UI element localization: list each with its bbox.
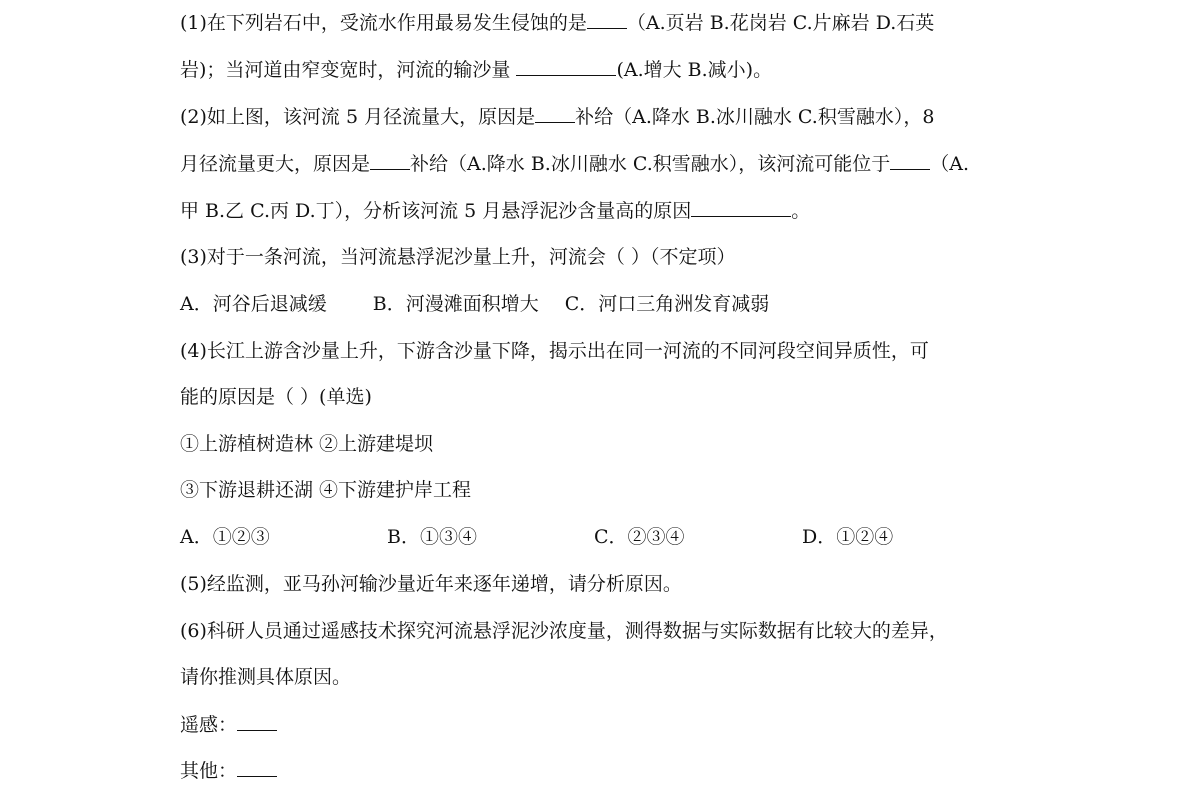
q4-item1-text: ①上游植树造林 ②上游建堤坝: [180, 433, 434, 455]
q2-line1-text-a: (2)如上图，该河流 5 月径流量大，原因是: [180, 106, 536, 128]
q4-stem1-text: (4)长江上游含沙量上升，下游含沙量下降，揭示出在同一河流的不同河段空间异质性，可: [180, 340, 929, 362]
answer-blank[interactable]: [370, 151, 410, 170]
q4-item2-text: ③下游退耕还湖 ④下游建护岸工程: [180, 479, 472, 501]
answer-blank[interactable]: [516, 57, 616, 76]
q5-stem: [180, 572, 682, 596]
q2-line-3: [180, 198, 810, 223]
q2-line-2: [180, 151, 969, 176]
q2-line2-text-a: 月径流量更大，原因是: [180, 153, 371, 175]
q2-line2-text-b: 补给（A.降水 B.冰川融水 C.积雪融水），该河流可能位于: [410, 153, 891, 175]
q4-option-a[interactable]: A．①②③: [180, 526, 270, 548]
q3-option-c[interactable]: C．河口三角洲发育减弱: [564, 293, 770, 315]
q5-stem-text: (5)经监测，亚马孙河输沙量近年来逐年递增，请分析原因。: [180, 573, 682, 595]
q4-stem-line-1: [180, 339, 929, 363]
q3-options: [180, 292, 769, 316]
q6-other-row: [180, 758, 277, 783]
q6-stem2-text: 请你推测具体原因。: [180, 666, 352, 688]
q3-option-b[interactable]: B．河漫滩面积增大: [372, 293, 539, 315]
q4-item-line-1: [180, 432, 433, 456]
q1-line1-text-a: (1)在下列岩石中，受流水作用最易发生侵蚀的是: [180, 12, 587, 34]
q6-stem1-text: (6)科研人员通过遥感技术探究河流悬浮泥沙浓度量，测得数据与实际数据有比较大的差异，: [180, 620, 948, 642]
q1-line1-text-b: （A.页岩 B.花岗岩 C.片麻岩 D.石英: [626, 12, 935, 34]
answer-blank[interactable]: [237, 758, 277, 777]
q2-line-1: [180, 104, 934, 129]
answer-blank[interactable]: [535, 104, 575, 123]
q1-line-2: [180, 57, 772, 82]
answer-blank[interactable]: [691, 198, 791, 217]
q3-stem-text: (3)对于一条河流，当河流悬浮泥沙量上升，河流会（ ）（不定项）: [180, 246, 736, 268]
q4-option-d[interactable]: D．①②④: [802, 526, 894, 548]
q4-item-line-2: [180, 478, 471, 502]
answer-blank[interactable]: [890, 151, 930, 170]
q6-stem-line-1: [180, 619, 948, 643]
q1-line-1: [180, 10, 934, 35]
q1-line2-text-b: (A.增大 B.减小)。: [616, 59, 773, 81]
q6-stem-line-2: [180, 665, 351, 689]
q4-option-c[interactable]: C．②③④: [594, 526, 685, 548]
q2-line2-text-c: （A.: [930, 153, 970, 175]
answer-blank[interactable]: [237, 712, 277, 731]
q6-remote-sensing-label: 遥感：: [180, 714, 238, 736]
q6-other-label: 其他：: [180, 760, 238, 782]
q2-line1-text-b: 补给（A.降水 B.冰川融水 C.积雪融水），8: [575, 106, 935, 128]
q2-line3-text-b: 。: [791, 200, 811, 222]
q6-remote-sensing-row: [180, 712, 277, 737]
answer-blank[interactable]: [587, 10, 627, 29]
q3-option-a[interactable]: A．河谷后退减缓: [180, 293, 327, 315]
q4-stem2-text: 能的原因是（ ）(单选): [180, 386, 372, 408]
q4-stem-line-2: [180, 385, 372, 409]
q4-option-b[interactable]: B．①③④: [387, 526, 477, 548]
q2-line3-text-a: 甲 B.乙 C.丙 D.丁），分析该河流 5 月悬浮泥沙含量高的原因: [180, 200, 692, 222]
q3-stem: [180, 245, 735, 269]
q1-line2-text-a: 岩)；当河道由窄变宽时，河流的输沙量: [180, 59, 517, 81]
